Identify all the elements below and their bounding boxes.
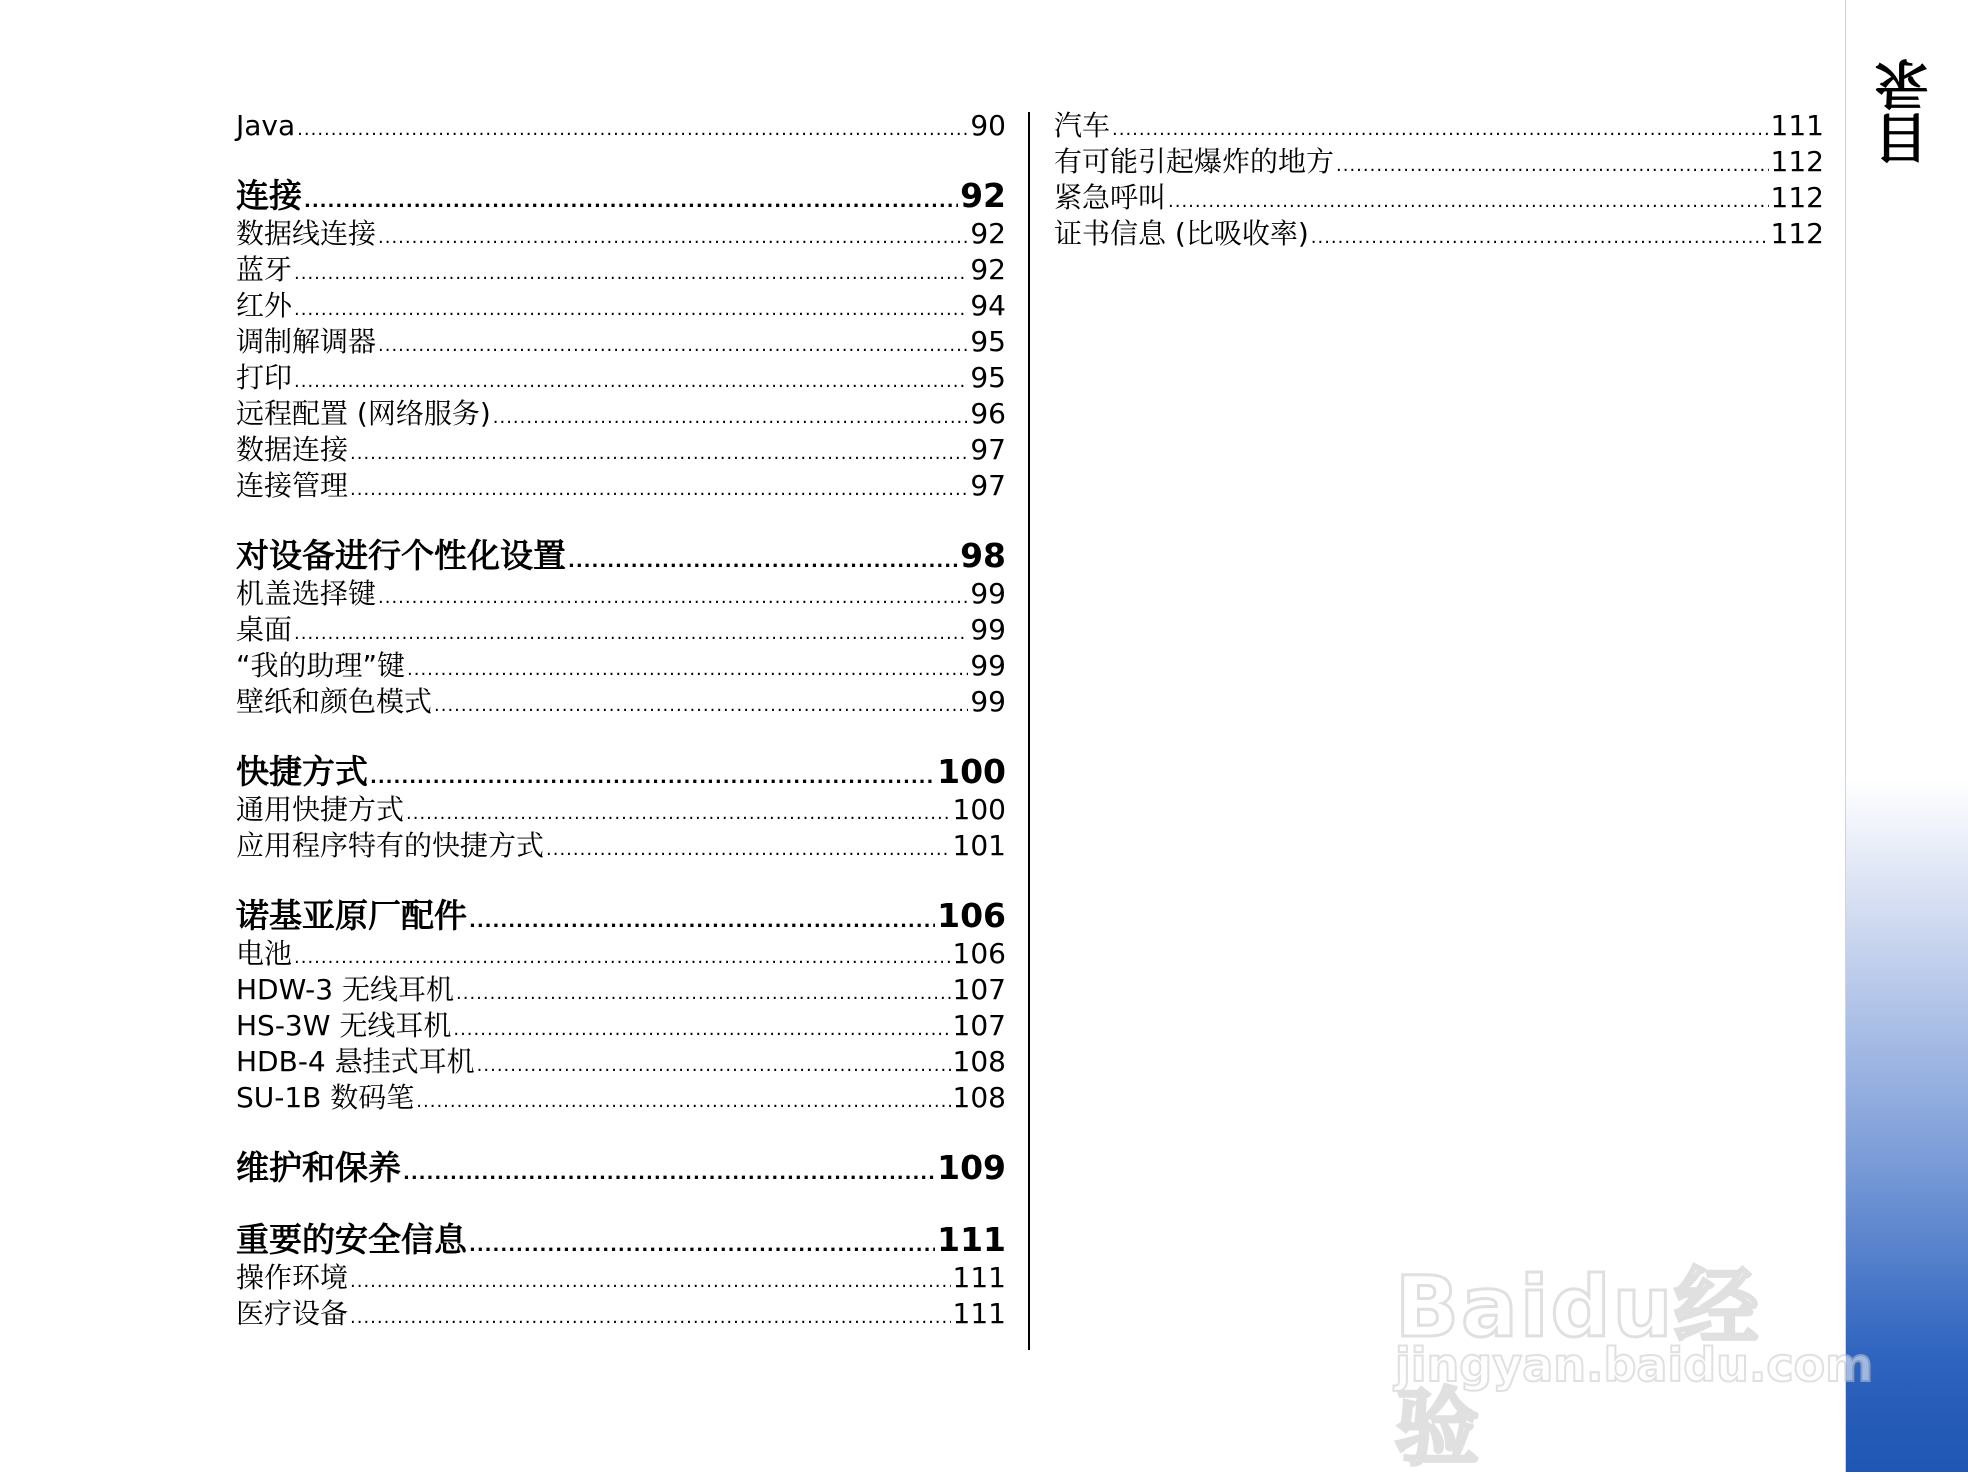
dot-leader — [1336, 148, 1769, 184]
toc-entry-row[interactable] — [236, 252, 1006, 288]
dot-leader — [297, 112, 968, 148]
toc-left-column — [236, 108, 1006, 1332]
toc-label: 桌面 — [236, 613, 293, 646]
toc-entry-row[interactable] — [236, 1080, 1006, 1116]
dot-leader — [350, 1300, 951, 1336]
toc-entry-row[interactable] — [236, 108, 1006, 144]
toc-entry-row[interactable] — [236, 1044, 1006, 1080]
toc-section-row[interactable] — [236, 536, 1006, 576]
toc-page-number: 95 — [970, 361, 1006, 394]
dot-leader — [294, 256, 968, 292]
dot-leader — [416, 1084, 950, 1120]
toc-page-number: 106 — [952, 937, 1006, 970]
toc-section-row[interactable] — [236, 1148, 1006, 1188]
toc-label: 数据连接 — [236, 433, 349, 466]
toc-entry-row[interactable] — [236, 972, 1006, 1008]
toc-entry-row[interactable] — [236, 792, 1006, 828]
dot-leader — [546, 832, 951, 868]
toc-label: 汽车 — [1054, 109, 1111, 142]
dot-leader — [370, 758, 935, 798]
toc-label: 维护和保养 — [236, 1148, 401, 1187]
toc-entry-row[interactable] — [236, 576, 1006, 612]
toc-entry-row[interactable] — [236, 684, 1006, 720]
toc-entry-row[interactable] — [236, 468, 1006, 504]
dot-leader — [469, 1226, 935, 1266]
toc-page-number: 107 — [952, 973, 1006, 1006]
toc-label: 医疗设备 — [236, 1297, 349, 1330]
dot-leader — [378, 220, 968, 256]
dot-leader — [406, 796, 951, 832]
toc-page-number: 100 — [952, 793, 1006, 826]
column-divider — [1028, 112, 1030, 1350]
toc-entry-row[interactable] — [236, 360, 1006, 396]
watermark-url: jingyan.baidu.com — [1395, 1338, 1874, 1392]
side-tab-title: 目录 — [1874, 58, 1937, 166]
dot-leader — [493, 400, 969, 436]
dot-leader — [294, 364, 968, 400]
toc-label: 红外 — [236, 289, 293, 322]
toc-section-row[interactable] — [236, 1220, 1006, 1260]
toc-entry-row[interactable] — [236, 648, 1006, 684]
toc-page-number: 108 — [952, 1081, 1006, 1114]
toc-label: 重要的安全信息 — [236, 1220, 467, 1259]
dot-leader — [350, 436, 968, 472]
toc-page-number: 100 — [937, 752, 1006, 791]
toc-entry-row[interactable] — [236, 828, 1006, 864]
toc-section-row[interactable] — [236, 176, 1006, 216]
dot-leader — [350, 472, 968, 508]
toc-page-number: 108 — [952, 1045, 1006, 1078]
toc-label: HDB-4 悬挂式耳机 — [236, 1045, 475, 1078]
toc-page-number: 99 — [970, 649, 1006, 682]
dot-leader — [469, 902, 935, 942]
toc-label: 对设备进行个性化设置 — [236, 536, 566, 575]
toc-entry-row[interactable] — [236, 216, 1006, 252]
toc-page-number: 111 — [1770, 109, 1824, 142]
toc-label: SU-1B 数码笔 — [236, 1081, 415, 1114]
toc-label: 机盖选择键 — [236, 577, 377, 610]
toc-label: 壁纸和颜色模式 — [236, 685, 433, 718]
watermark-logo: Baidu经验 — [1395, 1258, 1761, 1477]
toc-page-number: 96 — [970, 397, 1006, 430]
toc-label: 蓝牙 — [236, 253, 293, 286]
toc-page-number: 101 — [952, 829, 1006, 862]
toc-section-row[interactable] — [236, 896, 1006, 936]
toc-label: 有可能引起爆炸的地方 — [1054, 145, 1335, 178]
toc-page-number: 111 — [937, 1220, 1006, 1259]
dot-leader — [350, 1264, 951, 1300]
toc-label: 通用快捷方式 — [236, 793, 405, 826]
toc-page-number: 92 — [970, 217, 1006, 250]
dot-leader — [568, 542, 958, 582]
dot-leader — [378, 580, 968, 616]
dot-leader — [1168, 184, 1769, 220]
dot-leader — [304, 182, 958, 222]
toc-page-number: 90 — [970, 109, 1006, 142]
dot-leader — [378, 328, 968, 364]
toc-label: 连接管理 — [236, 469, 349, 502]
dot-leader — [407, 652, 968, 688]
toc-label: HDW-3 无线耳机 — [236, 973, 454, 1006]
toc-entry-row[interactable] — [1054, 144, 1824, 180]
toc-entry-row[interactable] — [1054, 180, 1824, 216]
toc-page-number: 112 — [1770, 217, 1824, 250]
toc-label: 打印 — [236, 361, 293, 394]
toc-label: HS-3W 无线耳机 — [236, 1009, 452, 1042]
toc-entry-row[interactable] — [236, 1260, 1006, 1296]
dot-leader — [1311, 220, 1769, 256]
toc-entry-row[interactable] — [236, 1296, 1006, 1332]
toc-label: Java — [236, 109, 296, 142]
toc-label: 远程配置 (网络服务) — [236, 397, 491, 430]
toc-label: 数据线连接 — [236, 217, 377, 250]
dot-leader — [434, 688, 968, 724]
side-tab — [1845, 0, 1968, 1472]
toc-page-number: 99 — [970, 685, 1006, 718]
toc-page-number: 99 — [970, 577, 1006, 610]
toc-entry-row[interactable] — [236, 936, 1006, 972]
toc-page-number: 98 — [960, 536, 1006, 575]
dot-leader — [294, 292, 968, 328]
toc-page-number: 109 — [937, 1148, 1006, 1187]
toc-label: 证书信息 (比吸收率) — [1054, 217, 1309, 250]
dot-leader — [1112, 112, 1769, 148]
toc-entry-row[interactable] — [236, 612, 1006, 648]
dot-leader — [403, 1154, 935, 1194]
dot-leader — [294, 940, 951, 976]
toc-page-number: 95 — [970, 325, 1006, 358]
toc-section-row[interactable] — [236, 752, 1006, 792]
toc-label: 紧急呼叫 — [1054, 181, 1167, 214]
toc-page-number: 111 — [952, 1297, 1006, 1330]
toc-label: 快捷方式 — [236, 752, 368, 791]
toc-entry-row[interactable] — [1054, 216, 1824, 252]
toc-page-number: 107 — [952, 1009, 1006, 1042]
toc-entry-row[interactable] — [236, 1008, 1006, 1044]
toc-page-number: 112 — [1770, 145, 1824, 178]
toc-label: 操作环境 — [236, 1261, 349, 1294]
toc-label: 电池 — [236, 937, 293, 970]
toc-label: 调制解调器 — [236, 325, 377, 358]
dot-leader — [294, 616, 968, 652]
toc-label: 应用程序特有的快捷方式 — [236, 829, 545, 862]
toc-page-number: 97 — [970, 433, 1006, 466]
toc-entry-row[interactable] — [236, 396, 1006, 432]
toc-entry-row[interactable] — [236, 288, 1006, 324]
toc-page-number: 92 — [960, 176, 1006, 215]
dot-leader — [477, 1048, 951, 1084]
toc-label: 诺基亚原厂配件 — [236, 896, 467, 935]
dot-leader — [456, 976, 951, 1012]
toc-entry-row[interactable] — [236, 324, 1006, 360]
toc-page-number: 106 — [937, 896, 1006, 935]
toc-entry-row[interactable] — [236, 432, 1006, 468]
toc-page-number: 92 — [970, 253, 1006, 286]
toc-label: 连接 — [236, 176, 302, 215]
toc-page-number: 97 — [970, 469, 1006, 502]
toc-page-number: 111 — [952, 1261, 1006, 1294]
toc-label: “我的助理”键 — [236, 649, 406, 682]
toc-entry-row[interactable] — [1054, 108, 1824, 144]
toc-page-number: 94 — [970, 289, 1006, 322]
toc-page-number: 99 — [970, 613, 1006, 646]
toc-right-column — [1054, 108, 1824, 252]
watermark — [1395, 1170, 1874, 1477]
dot-leader — [453, 1012, 950, 1048]
toc-page-number: 112 — [1770, 181, 1824, 214]
